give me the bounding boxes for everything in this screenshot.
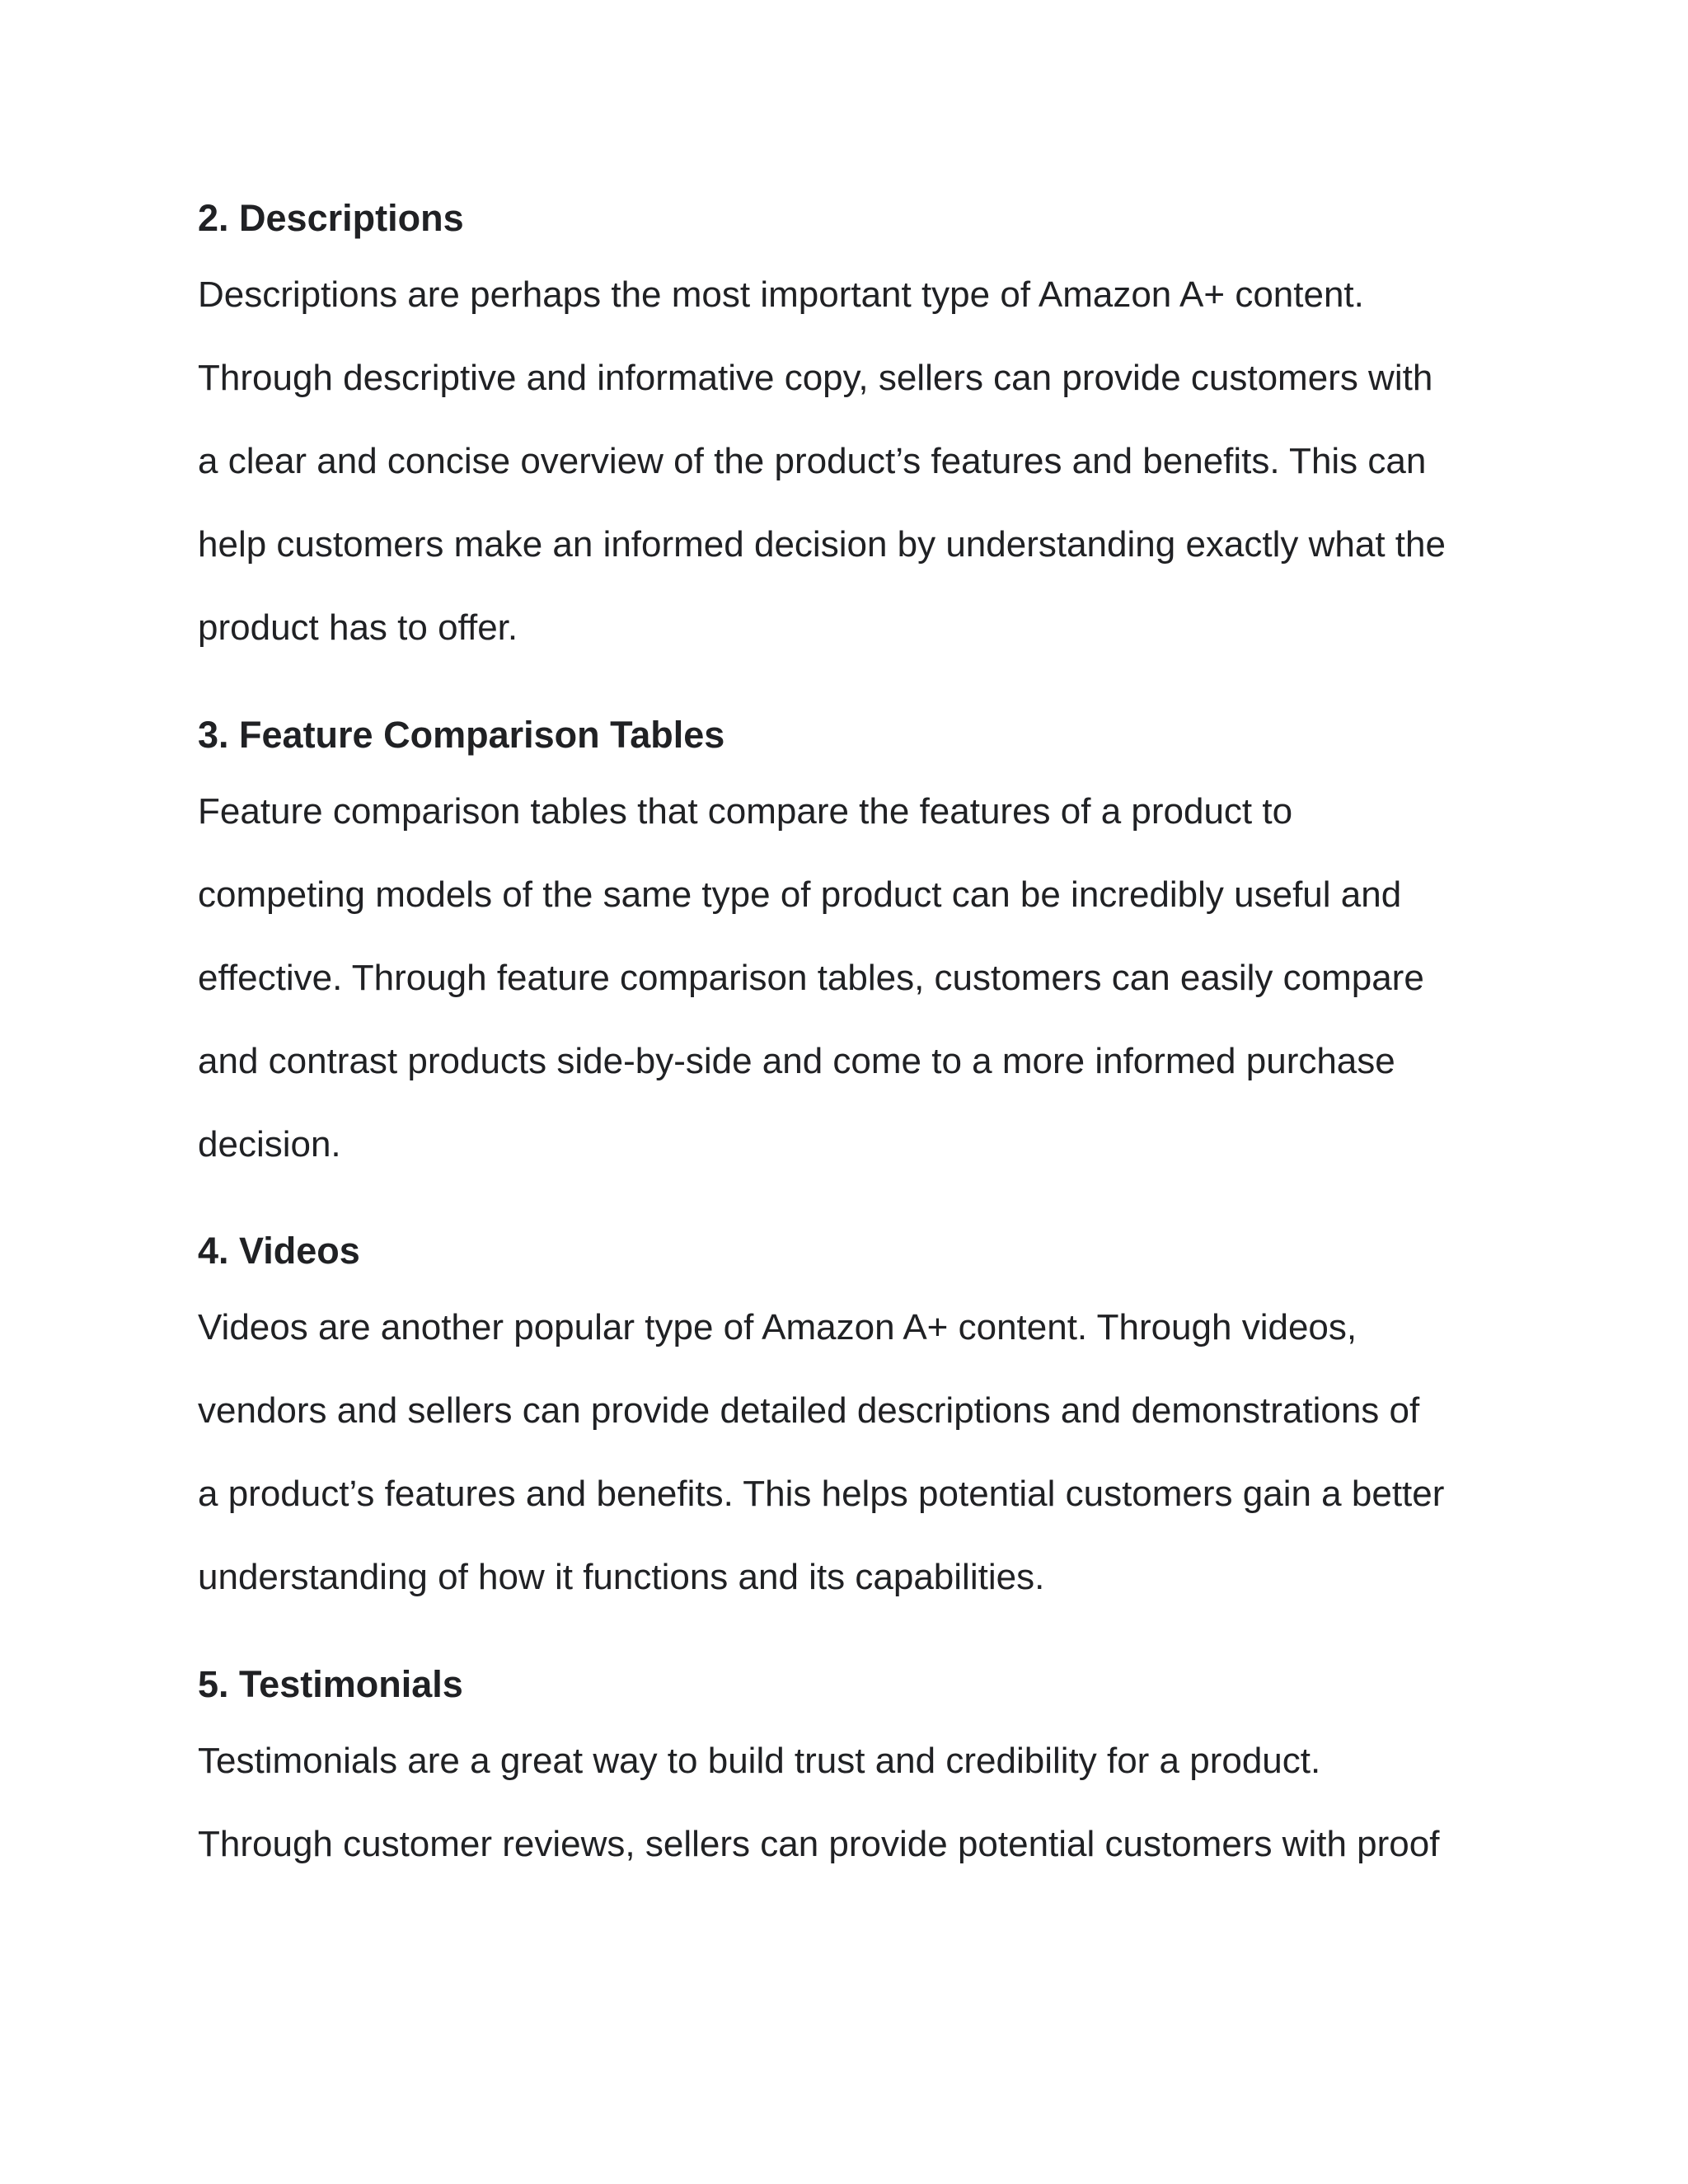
section-heading: 5. Testimonials [198, 1663, 463, 1705]
paragraph-line: effective. Through feature comparison tables, customers can easily compare [198, 958, 1424, 998]
paragraph-line: a product’s features and benefits. This helps potential customers gain a better [198, 1474, 1445, 1514]
section-heading: 3. Feature Comparison Tables [198, 714, 725, 756]
section-testimonials [198, 1660, 1500, 1886]
paragraph-line: product has to offer. [198, 607, 518, 648]
paragraph-line: Testimonials are a great way to build trust and credibility for a product. [198, 1741, 1321, 1781]
paragraph-line: help customers make an informed decision by understanding exactly what the [198, 524, 1446, 565]
section-body [198, 770, 1500, 1186]
section-body [198, 1286, 1500, 1619]
section-feature-comparison-tables [198, 710, 1500, 1186]
paragraph-line: Through descriptive and informative copy, sellers can provide customers with [198, 358, 1433, 398]
paragraph-line: a clear and concise overview of the product’s features and benefits. This can [198, 441, 1427, 481]
section-descriptions [198, 194, 1500, 669]
paragraph-line: Videos are another popular type of Amazon A+ content. Through videos, [198, 1307, 1357, 1347]
paragraph-line: understanding of how it functions and its capabilities. [198, 1557, 1045, 1597]
paragraph-line: Feature comparison tables that compare the features of a product to [198, 791, 1293, 832]
section-body [198, 1719, 1500, 1886]
paragraph-line: and contrast products side-by-side and come to a more informed purchase [198, 1041, 1395, 1081]
section-heading: 4. Videos [198, 1230, 360, 1272]
section-heading: 2. Descriptions [198, 197, 464, 239]
section-body [198, 253, 1500, 669]
paragraph-line: vendors and sellers can provide detailed descriptions and demonstrations of [198, 1390, 1420, 1431]
paragraph-line: Descriptions are perhaps the most important type of Amazon A+ content. [198, 274, 1364, 315]
paragraph-line: decision. [198, 1124, 341, 1165]
paragraph-line: competing models of the same type of product can be incredibly useful and [198, 874, 1402, 915]
section-videos [198, 1226, 1500, 1619]
paragraph-line: Through customer reviews, sellers can provide potential customers with proof [198, 1824, 1440, 1864]
